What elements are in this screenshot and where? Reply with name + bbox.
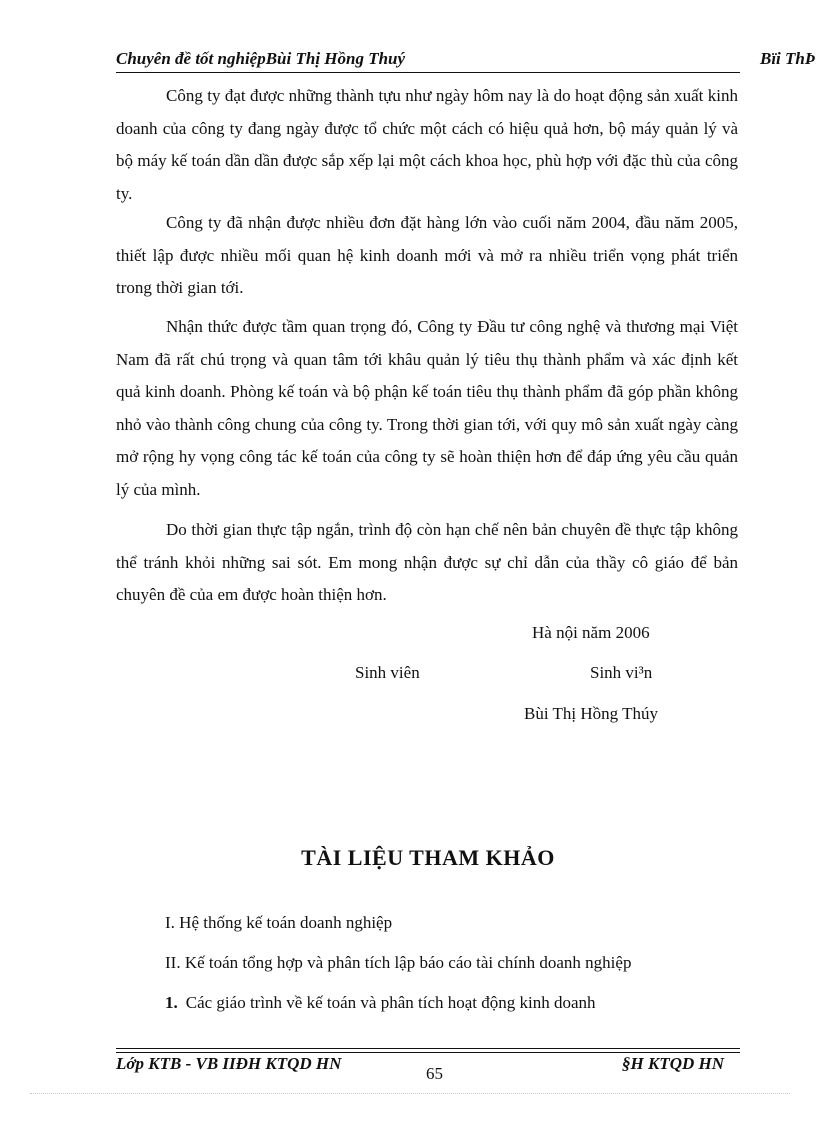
signature-name: Bùi Thị Hồng Thúy xyxy=(524,704,658,723)
page-bottom-edge xyxy=(30,1093,790,1094)
footer-university: §H KTQD HN xyxy=(622,1054,724,1073)
reference-text: I. Hệ thống kế toán doanh nghiệp xyxy=(165,913,393,932)
body-paragraph-2: Công ty đã nhận được nhiều đơn đặt hàng lớn vào cuối năm 2004, đầu năm 2005, thiết lập được nhiều mối quan hệ kinh doanh mới và mở ra nhiều triển vọng phát triển trong thời gian tới. xyxy=(116,213,738,297)
header-divider xyxy=(116,72,740,73)
header-author: Bïi ThÞ xyxy=(760,49,816,68)
signature-label-left: Sinh viên xyxy=(355,663,420,682)
references-title: TÀI LIỆU THAM KHẢO xyxy=(301,845,555,870)
body-paragraph-3: Nhận thức được tầm quan trọng đó, Công ty Đầu tư công nghệ và thương mại Việt Nam đã rất chú trọng và quan tâm tới khâu quản lý tiêu thụ thành phẩm và xác định kết quả kinh doanh. Phòng kế toán và bộ phận kế toán tiêu thụ thành phẩm đã góp phần không nhỏ vào thành công chung của công ty. Trong thời gian tới, với quy mô sản xuất ngày càng mở rộng hy vọng công tác kế toán của công ty sẽ hoàn thiện hơn để đáp ứng yêu cầu quản lý của mình. xyxy=(116,317,738,499)
footer-class-label: Lớp KTB - VB IIĐH KTQD HN xyxy=(116,1054,342,1073)
header-title: Chuyên đề tốt nghiệpBùi Thị Hồng Thuý xyxy=(116,49,406,68)
reference-text: II. Kế toán tổng hợp và phân tích lập báo cáo tài chính doanh nghiệp xyxy=(165,953,632,972)
reference-item xyxy=(165,913,392,933)
page-number: 65 xyxy=(426,1064,443,1083)
footer-divider-top xyxy=(116,1048,740,1049)
body-paragraph-4: Do thời gian thực tập ngắn, trình độ còn hạn chế nên bản chuyên đề thực tập không thể tránh khỏi những sai sót. Em mong nhận được sự chỉ dẫn của thầy cô giáo để bản chuyên đề của em được hoàn thiện hơn. xyxy=(116,520,738,604)
signature-label-right: Sinh vi³n xyxy=(590,663,653,682)
reference-item xyxy=(165,953,631,973)
footer-divider-bottom xyxy=(116,1052,740,1053)
reference-text: Các giáo trình về kế toán và phân tích hoạt động kinh doanh xyxy=(185,993,596,1012)
reference-number: 1. xyxy=(165,993,178,1012)
body-paragraph-1: Công ty đạt được những thành tựu như ngày hôm nay là do hoạt động sản xuất kinh doanh của công ty đang ngày được tổ chức một cách có hiệu quả hơn, bộ máy quản lý và bộ máy kế toán dần dần được sắp xếp lại một cách khoa học, phù hợp với đặc thù của công ty. xyxy=(116,86,738,203)
reference-item xyxy=(165,993,596,1013)
signature-place-date: Hà nội năm 2006 xyxy=(532,623,650,642)
